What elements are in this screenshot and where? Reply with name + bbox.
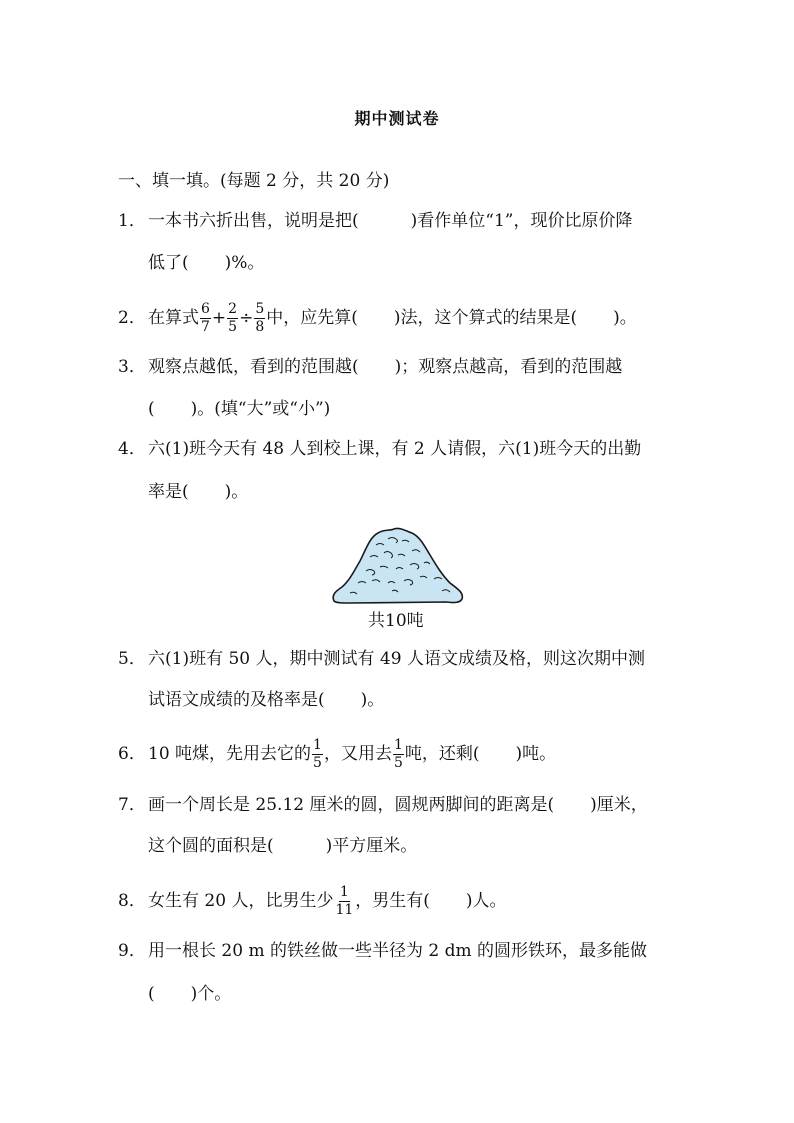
question-text: )；观察点越高，看到的范围越 [394,357,623,377]
operator-divide: ÷ [239,308,254,328]
question-4-continued [148,480,248,504]
question-number: 2． [118,308,146,328]
question-text: ，又用去 [323,744,392,764]
question-text: 画一个周长是 25.12 厘米的圆，圆规两脚间的距离是( [148,795,555,815]
question-9 [118,939,647,963]
question-text: )。 [613,308,637,328]
question-5 [118,647,645,671]
page-title: 期中测试卷 [354,109,440,128]
question-7 [118,793,648,817]
denominator: 11 [335,902,354,918]
operator-plus: + [211,308,227,328]
question-text: ，男生有( [355,891,430,911]
fraction-6-7 [200,302,211,335]
question-text: 吨，还剩( [404,744,480,764]
question-text: )厘米， [590,795,648,815]
coal-pile-icon [330,525,466,605]
denominator: 5 [228,319,238,335]
question-text: )个。 [190,984,232,1004]
section-heading: 一、填一填。(每题 2 分，共 20 分) [118,171,390,191]
fraction-1-11 [334,885,354,918]
question-text: 在算式 [148,308,199,328]
question-text: 低了( [148,253,189,273]
question-number: 5． [118,649,146,669]
question-text: ( [148,399,155,419]
question-7-continued [148,834,417,858]
question-3 [118,355,622,379]
question-number: 7． [118,795,146,815]
question-1-continued [148,251,264,275]
question-text: )。 [360,690,385,710]
denominator: 7 [201,319,210,335]
question-text: 一本书六折出售，说明是把( [148,211,359,231]
denominator: 8 [255,319,265,335]
figure-caption: 共10吨 [368,611,424,631]
question-number: 3． [118,357,146,377]
fraction-1-5 [393,738,404,771]
question-text: )吨。 [515,744,557,764]
question-4 [118,437,641,461]
question-text: )。 [224,482,249,502]
question-text: 试语文成绩的及格率是( [148,690,325,710]
fraction-1-5 [312,738,323,771]
numerator: 1 [393,737,403,753]
question-text: 女生有 20 人，比男生少 [148,891,334,911]
question-text: )。(填“大”或“小”) [190,399,331,419]
question-3-continued [148,397,330,421]
denominator: 5 [313,755,322,771]
question-text: 六(1)班有 50 人，期中测试有 49 人语文成绩及格，则这次期中测 [148,649,645,669]
denominator: 5 [393,755,403,771]
question-text: 观察点越低，看到的范围越( [148,357,359,377]
numerator: 2 [228,301,238,317]
question-8 [118,885,507,918]
numerator: 5 [255,301,265,317]
question-text: 率是( [148,482,189,502]
question-1 [118,209,632,233]
fraction-5-8 [254,302,265,335]
question-text: )人。 [465,891,507,911]
question-text: 10 吨煤，先用去它的 [148,744,312,764]
question-number: 8． [118,891,146,911]
question-text: )看作单位“1”，现价比原价降 [410,211,633,231]
question-text: 用一根长 20 m 的铁丝做一些半径为 2 dm 的圆形铁环，最多能做 [148,941,647,961]
question-text: 中，应先算( [266,308,358,328]
fraction-2-5 [227,302,238,335]
question-5-continued [148,688,384,712]
question-number: 9． [118,941,146,961]
question-number: 4． [118,439,146,459]
question-text: 这个圆的面积是( [148,836,274,856]
question-9-continued [148,982,231,1006]
question-2 [118,302,637,335]
question-number: 1． [118,211,146,231]
numerator: 1 [313,737,322,753]
numerator: 1 [339,884,349,900]
question-number: 6． [118,744,146,764]
question-text: )平方厘米。 [325,836,418,856]
question-6 [118,738,556,771]
question-text: )%。 [224,253,265,273]
question-text: )法，这个算式的结果是( [393,308,578,328]
question-text: 六(1)班今天有 48 人到校上课，有 2 人请假，六(1)班今天的出勤 [148,439,642,459]
numerator: 6 [201,301,210,317]
question-text: ( [148,984,155,1004]
